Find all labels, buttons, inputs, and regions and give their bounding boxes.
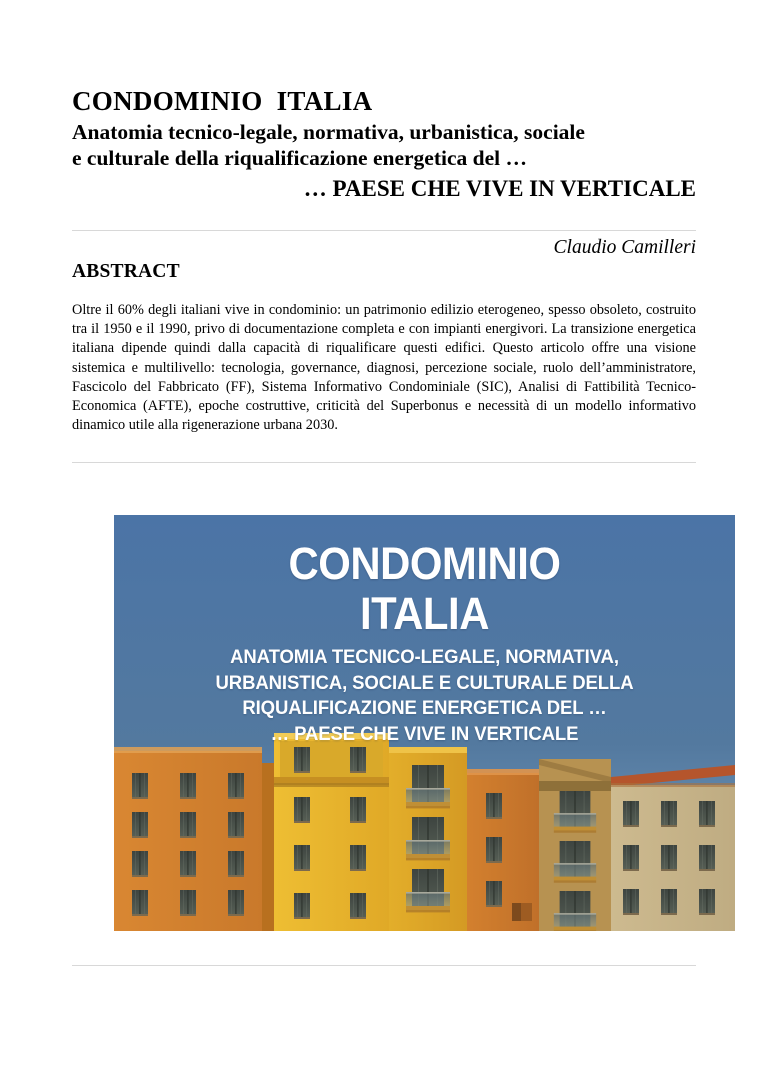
cover-subtitle-line-1: ANATOMIA TECNICO-LEGALE, NORMATIVA,	[230, 646, 619, 668]
building-orange-left	[114, 747, 262, 931]
author-name: Claudio Camilleri	[553, 237, 696, 258]
cover-title-line-2: ITALIA	[360, 588, 489, 639]
abstract-heading: ABSTRACT	[72, 261, 180, 282]
cover-subtitle-line-3: RIQUALIFICAZIONE ENERGETICA DEL …	[242, 697, 607, 719]
building-amber-balconies	[389, 747, 467, 931]
document-subtitle-line-1: Anatomia tecnico-legale, normativa, urbanistica, sociale	[72, 120, 585, 144]
document-tagline: … PAESE CHE VIVE IN VERTICALE	[303, 176, 696, 201]
cover-image	[114, 515, 735, 931]
cover-illustration	[114, 515, 735, 931]
cover-subtitle-line-2: URBANISTICA, SOCIALE E CULTURALE DELLA	[215, 671, 634, 694]
cover-title-line-1: CONDOMINIO	[288, 538, 561, 589]
building-beige-right	[611, 765, 735, 931]
cover-subtitle-line-4: … PAESE CHE VIVE IN VERTICALE	[270, 722, 579, 745]
divider-under-title	[72, 230, 696, 231]
building-orange-right	[467, 769, 539, 931]
page-title: CONDOMINIO ITALIA	[72, 86, 373, 116]
document-subtitle-line-2: e culturale della riqualificazione energetica del …	[72, 146, 527, 170]
abstract-body: Oltre il 60% degli italiani vive in condominio: un patrimonio edilizio eterogeneo, spesso obsoleto, costruito tra il 1950 e il 1990, privo di documentazione completa e con impianti energivori. La transizione energetica italiana dipende quindi dalla capacità di riqualificare questi edifici. Questo articolo offre una visione sistemica e multilivello: tecnologia, governance, diagnosi, percezione sociale, ruolo dell’amministratore, Fascicolo del Fabbricato (FF), Sistema Informativo Condominiale (SIC), Analisi di Fattibilità Tecnico-Economica (AFTE), epoche costruttive, criticità del Superbonus e necessità di un modello informativo dinamico utile alla rigenerazione urbana 2030.	[72, 302, 696, 434]
building-yellow-mid	[262, 733, 389, 931]
title-block	[72, 86, 696, 203]
building-balcony-slab	[539, 759, 611, 931]
divider-below-figure	[72, 965, 696, 966]
divider-above-figure	[72, 462, 696, 463]
